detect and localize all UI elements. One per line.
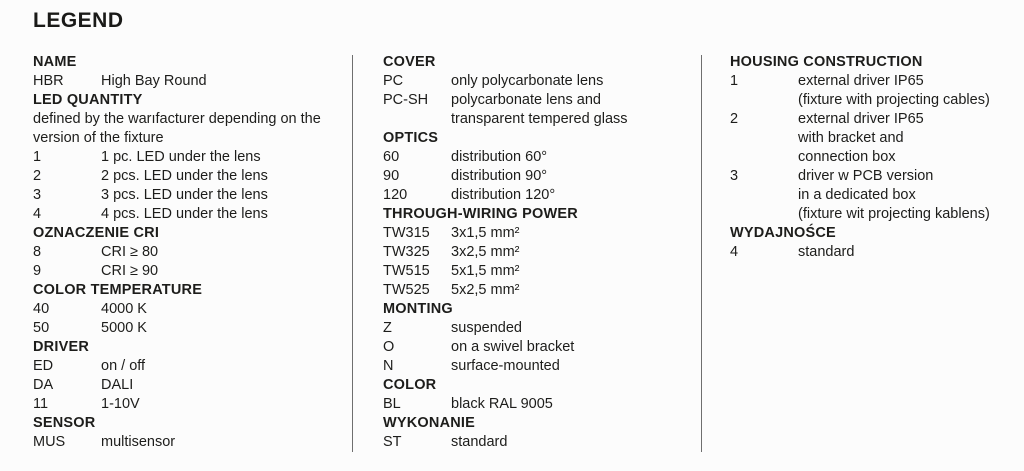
entry-description: on a swivel bracket bbox=[451, 339, 575, 355]
legend-entry-row bbox=[383, 167, 693, 186]
entry-code: 3 bbox=[33, 187, 42, 203]
entry-description: distribution 90° bbox=[451, 168, 548, 184]
entry-description: on / off bbox=[101, 358, 146, 374]
entry-description: distribution 120° bbox=[451, 187, 556, 203]
entry-code: PC-SH bbox=[383, 92, 429, 108]
entry-description: transparent tempered glass bbox=[451, 111, 628, 127]
entry-description: 3x2,5 mm² bbox=[451, 244, 520, 260]
note-row bbox=[33, 110, 345, 129]
section-heading: OZNACZENIE CRI bbox=[33, 225, 160, 241]
legend-entry-row bbox=[730, 167, 1020, 186]
entry-code: 4 bbox=[33, 206, 42, 222]
entry-description: High Bay Round bbox=[101, 73, 207, 89]
entry-description: distribution 60° bbox=[451, 149, 548, 165]
entry-description: 1 pc. LED under the lens bbox=[101, 149, 261, 165]
entry-description: CRI ≥ 80 bbox=[101, 244, 159, 260]
legend-entry-row bbox=[33, 167, 345, 186]
entry-code: 8 bbox=[33, 244, 42, 260]
legend-entry-row bbox=[33, 205, 345, 224]
entry-description: 2 pcs. LED under the lens bbox=[101, 168, 268, 184]
entry-code: 120 bbox=[383, 187, 408, 203]
continuation-row bbox=[730, 148, 1020, 167]
legend-entry-row bbox=[383, 319, 693, 338]
entry-code: TW525 bbox=[383, 282, 430, 298]
entry-description: 5000 K bbox=[101, 320, 147, 336]
legend-entry-row bbox=[383, 281, 693, 300]
entry-description: connection box bbox=[798, 149, 896, 165]
legend-entry-row bbox=[383, 433, 693, 452]
legend-entry-row bbox=[383, 395, 693, 414]
entry-code: 3 bbox=[730, 168, 739, 184]
entry-description: 4000 K bbox=[101, 301, 147, 317]
legend-entry-row bbox=[383, 72, 693, 91]
entry-code: ED bbox=[33, 358, 54, 374]
entry-code: TW315 bbox=[383, 225, 430, 241]
section-heading: LED QUANTITY bbox=[33, 92, 143, 108]
entry-code: Z bbox=[383, 320, 392, 336]
entry-description: driver w PCB version bbox=[798, 168, 934, 184]
entry-code: HBR bbox=[33, 73, 64, 89]
entry-code: O bbox=[383, 339, 395, 355]
entry-description: defined by the warıfacturer depending on the bbox=[33, 111, 321, 127]
entry-description: version of the fixture bbox=[33, 130, 164, 146]
entry-code: 40 bbox=[33, 301, 50, 317]
entry-description: 1-10V bbox=[101, 396, 140, 412]
legend-entry-row bbox=[383, 262, 693, 281]
entry-code: 50 bbox=[33, 320, 50, 336]
entry-code: 1 bbox=[730, 73, 739, 89]
legend-entry-row bbox=[383, 224, 693, 243]
legend-entry-row bbox=[383, 243, 693, 262]
section-heading: COLOR bbox=[383, 377, 437, 393]
entry-description: (fixture wit projecting kablens) bbox=[798, 206, 990, 222]
column-divider-2 bbox=[701, 55, 702, 452]
entry-code: MUS bbox=[33, 434, 66, 450]
legend-entry-row bbox=[33, 300, 345, 319]
note-row bbox=[33, 129, 345, 148]
continuation-row bbox=[730, 186, 1020, 205]
legend-entry-row bbox=[383, 148, 693, 167]
legend-column-2 bbox=[383, 53, 693, 452]
entry-code: ST bbox=[383, 434, 402, 450]
entry-description: 3 pcs. LED under the lens bbox=[101, 187, 268, 203]
entry-description: suspended bbox=[451, 320, 522, 336]
entry-description: CRI ≥ 90 bbox=[101, 263, 159, 279]
entry-description: 5x2,5 mm² bbox=[451, 282, 520, 298]
continuation-row bbox=[730, 129, 1020, 148]
entry-description: only polycarbonate lens bbox=[451, 73, 604, 89]
legend-entry-row bbox=[33, 243, 345, 262]
legend-entry-row bbox=[383, 357, 693, 376]
entry-description: in a dedicated box bbox=[798, 187, 916, 203]
entry-description: multisensor bbox=[101, 434, 176, 450]
entry-code: 2 bbox=[33, 168, 42, 184]
legend-entry-row bbox=[730, 243, 1020, 262]
continuation-row bbox=[730, 91, 1020, 110]
section-heading: SENSOR bbox=[33, 415, 96, 431]
legend-entry-row bbox=[33, 433, 345, 452]
section-heading: DRIVER bbox=[33, 339, 89, 355]
entry-code: 90 bbox=[383, 168, 400, 184]
entry-code: TW325 bbox=[383, 244, 430, 260]
entry-description: with bracket and bbox=[798, 130, 904, 146]
entry-code: DA bbox=[33, 377, 54, 393]
legend-entry-row bbox=[33, 376, 345, 395]
legend-entry-row bbox=[730, 72, 1020, 91]
entry-description: DALI bbox=[101, 377, 134, 393]
legend-entry-row bbox=[33, 395, 345, 414]
legend-entry-row bbox=[33, 186, 345, 205]
entry-description: surface-mounted bbox=[451, 358, 560, 374]
legend-column-3 bbox=[730, 53, 1020, 262]
legend-entry-row bbox=[33, 148, 345, 167]
entry-code: 4 bbox=[730, 244, 739, 260]
entry-code: 1 bbox=[33, 149, 42, 165]
section-heading: COLOR TEMPERATURE bbox=[33, 282, 203, 298]
entry-code: N bbox=[383, 358, 394, 374]
section-heading: NAME bbox=[33, 54, 77, 70]
legend-entry-row bbox=[383, 338, 693, 357]
section-heading: HOUSING CONSTRUCTION bbox=[730, 54, 923, 70]
continuation-row bbox=[383, 110, 693, 129]
section-heading: OPTICS bbox=[383, 130, 439, 146]
legend-entry-row bbox=[383, 91, 693, 110]
section-heading: WYDAJNOŚCE bbox=[730, 225, 836, 241]
entry-description: external driver IP65 bbox=[798, 111, 924, 127]
entry-code: 2 bbox=[730, 111, 739, 127]
legend-entry-row bbox=[33, 319, 345, 338]
legend-entry-row bbox=[33, 72, 345, 91]
entry-description: 4 pcs. LED under the lens bbox=[101, 206, 268, 222]
entry-description: standard bbox=[451, 434, 508, 450]
legend-entry-row bbox=[730, 110, 1020, 129]
section-heading: COVER bbox=[383, 54, 436, 70]
entry-description: polycarbonate lens and bbox=[451, 92, 601, 108]
entry-description: 5x1,5 mm² bbox=[451, 263, 520, 279]
entry-code: 60 bbox=[383, 149, 400, 165]
entry-code: TW515 bbox=[383, 263, 430, 279]
legend-entry-row bbox=[33, 357, 345, 376]
entry-description: standard bbox=[798, 244, 855, 260]
entry-code: 11 bbox=[33, 396, 49, 412]
section-heading: THROUGH-WIRING POWER bbox=[383, 206, 578, 222]
entry-description: black RAL 9005 bbox=[451, 396, 553, 412]
legend-entry-row bbox=[33, 262, 345, 281]
entry-code: PC bbox=[383, 73, 404, 89]
legend-column-1 bbox=[33, 53, 345, 452]
entry-code: BL bbox=[383, 396, 401, 412]
legend-entry-row bbox=[383, 186, 693, 205]
section-heading: WYKONANIE bbox=[383, 415, 476, 431]
entry-description: (fixture with projecting cables) bbox=[798, 92, 990, 108]
entry-description: external driver IP65 bbox=[798, 73, 924, 89]
entry-description: 3x1,5 mm² bbox=[451, 225, 520, 241]
section-heading: MONTING bbox=[383, 301, 453, 317]
entry-code: 9 bbox=[33, 263, 42, 279]
page-title: LEGEND bbox=[33, 9, 124, 32]
continuation-row bbox=[730, 205, 1020, 224]
column-divider-1 bbox=[352, 55, 353, 452]
